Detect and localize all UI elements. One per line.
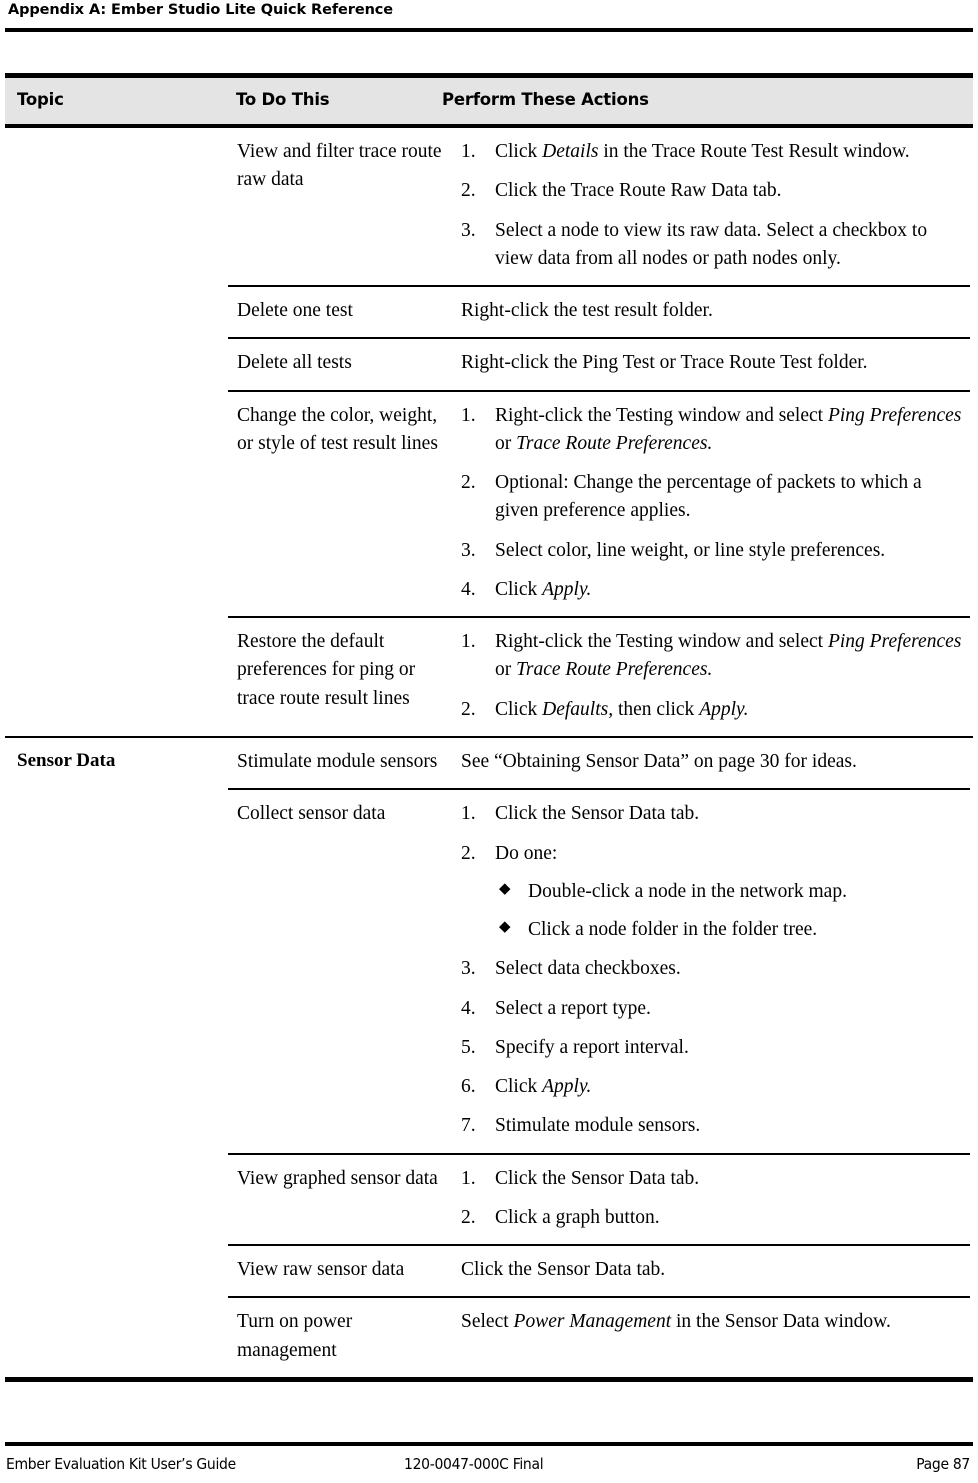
step-item xyxy=(461,628,967,685)
step-number: 6. xyxy=(461,1076,476,1098)
cell-topic xyxy=(5,790,228,810)
step-number: 2. xyxy=(461,180,476,202)
action-paragraph: Right-click the test result folder. xyxy=(461,300,713,322)
footer-divider xyxy=(5,1442,973,1446)
step-number: 3. xyxy=(461,958,476,980)
cell-topic xyxy=(5,1246,228,1266)
step-text xyxy=(495,803,699,824)
cell-topic xyxy=(5,339,228,359)
step-number: 3. xyxy=(461,539,476,561)
step-number: 1. xyxy=(461,803,476,825)
step-number: 1. xyxy=(461,631,476,653)
cell-perform-these-actions xyxy=(460,1246,973,1296)
cell-perform-these-actions xyxy=(460,738,973,788)
step-item xyxy=(461,1165,967,1193)
action-paragraph: Click the Sensor Data tab. xyxy=(461,1259,666,1281)
cell-topic xyxy=(5,392,228,412)
cell-topic xyxy=(5,128,228,148)
step-number: 4. xyxy=(461,578,476,600)
plain-text: Select a report type. xyxy=(495,997,651,1019)
sub-bullet-item xyxy=(495,916,967,944)
step-item xyxy=(461,1073,967,1101)
cell-topic: Sensor Data xyxy=(17,749,116,771)
table-body xyxy=(5,128,973,1377)
plain-text: Click xyxy=(495,141,543,162)
plain-text: Do one: xyxy=(495,842,558,864)
step-text xyxy=(495,1076,591,1097)
step-item xyxy=(461,955,967,983)
plain-text: Click a graph button. xyxy=(495,1206,660,1228)
step-text xyxy=(495,180,781,201)
step-text xyxy=(495,1168,699,1189)
plain-text: Select a node to view its raw data. Select a checkbox to view data from all nodes or path nodes only. xyxy=(495,219,928,269)
step-text xyxy=(495,631,961,680)
step-item xyxy=(461,1112,967,1140)
step-number: 4. xyxy=(461,997,476,1019)
cell-to-do-this: Stimulate module sensors xyxy=(237,750,438,772)
sub-bullet-text: Click a node folder in the folder tree. xyxy=(528,919,818,941)
cell-topic xyxy=(5,618,228,638)
table-row xyxy=(5,790,973,1152)
cell-to-do-this: View raw sensor data xyxy=(237,1259,405,1281)
step-list xyxy=(461,402,967,605)
plain-text: then click xyxy=(613,698,700,720)
step-text xyxy=(495,958,681,979)
cell-to-do-this: Delete one test xyxy=(237,300,353,322)
step-list xyxy=(461,1165,967,1233)
plain-text: Specify a report interval. xyxy=(495,1036,689,1058)
table-row xyxy=(5,1298,973,1377)
step-text xyxy=(495,1037,689,1058)
emphasis-text: Details xyxy=(542,141,599,162)
table-row xyxy=(5,392,973,617)
step-text xyxy=(495,998,651,1019)
step-item xyxy=(461,138,967,166)
cell-perform-these-actions xyxy=(460,1298,973,1348)
action-paragraph xyxy=(461,1308,967,1336)
step-number: 1. xyxy=(461,141,476,162)
table-row xyxy=(5,1155,973,1245)
step-number: 1. xyxy=(461,404,476,426)
footer-page-number: Page 87 xyxy=(916,1455,970,1473)
plain-text: Click the Sensor Data tab. xyxy=(495,803,700,825)
cell-to-do-this: Collect sensor data xyxy=(237,803,386,825)
step-list xyxy=(461,138,967,273)
step-item xyxy=(461,696,967,724)
step-number: 1. xyxy=(461,1167,476,1189)
step-item xyxy=(461,469,967,526)
step-item xyxy=(461,995,967,1023)
step-number: 2. xyxy=(461,472,476,494)
cell-perform-these-actions xyxy=(460,287,973,337)
emphasis-text: Power Management xyxy=(513,1311,672,1333)
plain-text: Right-click the Testing window and select xyxy=(495,631,828,653)
column-header-topic: Topic xyxy=(17,90,64,109)
emphasis-text: Apply. xyxy=(542,1076,592,1098)
step-item xyxy=(461,840,967,945)
cell-to-do-this: View and filter trace route raw data xyxy=(237,141,442,191)
cell-perform-these-actions xyxy=(460,790,973,1152)
cell-perform-these-actions xyxy=(460,1155,973,1245)
emphasis-text: Trace Route Preferences. xyxy=(516,659,713,681)
plain-text: or xyxy=(495,432,517,454)
plain-text: Click the Trace Route Raw Data tab. xyxy=(495,180,782,202)
step-text xyxy=(495,405,961,454)
plain-text: Click the Sensor Data tab. xyxy=(495,1167,700,1189)
page-footer xyxy=(0,1452,978,1480)
plain-text: Optional: Change the percentage of packets to which a given preference applies. xyxy=(495,472,922,522)
step-item xyxy=(461,217,967,274)
cell-to-do-this: Restore the default preferences for ping or trace route result lines xyxy=(237,631,416,709)
step-item xyxy=(461,1204,967,1232)
plain-text: Select data checkboxes. xyxy=(495,958,681,980)
step-text xyxy=(495,843,557,864)
diamond-bullet-icon: ◆ xyxy=(499,880,511,897)
table-row xyxy=(5,339,973,389)
emphasis-text: Trace Route Preferences. xyxy=(516,432,713,454)
footer-document-title: Ember Evaluation Kit User’s Guide xyxy=(6,1455,236,1473)
step-number: 7. xyxy=(461,1115,476,1137)
cell-to-do-this: View graphed sensor data xyxy=(237,1167,438,1189)
plain-text: Right-click the Testing window and select xyxy=(495,404,828,426)
step-number: 3. xyxy=(461,219,476,241)
cell-to-do-this: Turn on power management xyxy=(237,1311,353,1361)
sub-bullet-item xyxy=(495,878,967,906)
step-item xyxy=(461,402,967,459)
table-row xyxy=(5,1246,973,1296)
step-text xyxy=(495,220,927,269)
table-header-row xyxy=(5,78,973,124)
step-item xyxy=(461,177,967,205)
step-item xyxy=(461,576,967,604)
sub-bullet-text: Double-click a node in the network map. xyxy=(528,880,847,902)
column-header-perform-these-actions: Perform These Actions xyxy=(442,90,649,109)
step-text xyxy=(495,579,591,600)
cell-topic xyxy=(5,1155,228,1175)
step-number: 2. xyxy=(461,698,476,720)
header-divider xyxy=(5,28,973,32)
step-item xyxy=(461,1034,967,1062)
plain-text: Click xyxy=(495,578,543,600)
table-row xyxy=(5,618,973,736)
cell-perform-these-actions xyxy=(460,618,973,736)
cell-perform-these-actions xyxy=(460,128,973,285)
sub-bullet-list xyxy=(495,878,967,945)
step-item xyxy=(461,800,967,828)
emphasis-text: Ping Preferences xyxy=(827,404,962,426)
cell-topic xyxy=(5,1298,228,1318)
plain-text: Select color, line weight, or line style preferences. xyxy=(495,539,886,561)
emphasis-text: Apply. xyxy=(542,578,592,600)
step-text xyxy=(495,472,922,521)
plain-text: Stimulate module sensors. xyxy=(495,1115,701,1137)
plain-text: Click xyxy=(495,698,543,720)
cell-perform-these-actions xyxy=(460,339,973,389)
step-text xyxy=(495,699,748,720)
quick-reference-table xyxy=(5,73,973,1382)
table-row xyxy=(5,287,973,337)
emphasis-text: Apply. xyxy=(699,698,749,720)
step-text xyxy=(495,141,910,162)
emphasis-text: Ping Preferences xyxy=(827,631,962,653)
column-header-to-do-this: To Do This xyxy=(236,90,330,109)
plain-text: or xyxy=(495,659,517,681)
step-list xyxy=(461,800,967,1140)
step-number: 5. xyxy=(461,1036,476,1058)
step-number: 2. xyxy=(461,842,476,864)
plain-text: in the Trace Route Test Result window. xyxy=(598,141,910,162)
step-item xyxy=(461,537,967,565)
step-text xyxy=(495,540,885,561)
cell-topic xyxy=(5,287,228,307)
step-list xyxy=(461,628,967,724)
plain-text: Select xyxy=(461,1311,514,1333)
plain-text: Click xyxy=(495,1076,543,1098)
emphasis-text: Defaults, xyxy=(542,698,614,720)
running-header: Appendix A: Ember Studio Lite Quick Reference xyxy=(8,2,394,18)
cell-perform-these-actions xyxy=(460,392,973,617)
step-number: 2. xyxy=(461,1206,476,1228)
cell-to-do-this: Delete all tests xyxy=(237,352,352,374)
table-row xyxy=(5,738,973,788)
table-bottom-border xyxy=(5,1377,973,1382)
diamond-bullet-icon: ◆ xyxy=(499,919,511,936)
action-paragraph: Right-click the Ping Test or Trace Route Test folder. xyxy=(461,352,868,374)
footer-document-number: 120-0047-000C Final xyxy=(404,1455,544,1473)
table-row xyxy=(5,128,973,285)
step-text xyxy=(495,1115,700,1136)
cell-to-do-this: Change the color, weight, or style of test result lines xyxy=(237,404,438,454)
plain-text: in the Sensor Data window. xyxy=(671,1311,891,1333)
step-text xyxy=(495,1207,660,1228)
action-paragraph: See “Obtaining Sensor Data” on page 30 for ideas. xyxy=(461,750,857,772)
